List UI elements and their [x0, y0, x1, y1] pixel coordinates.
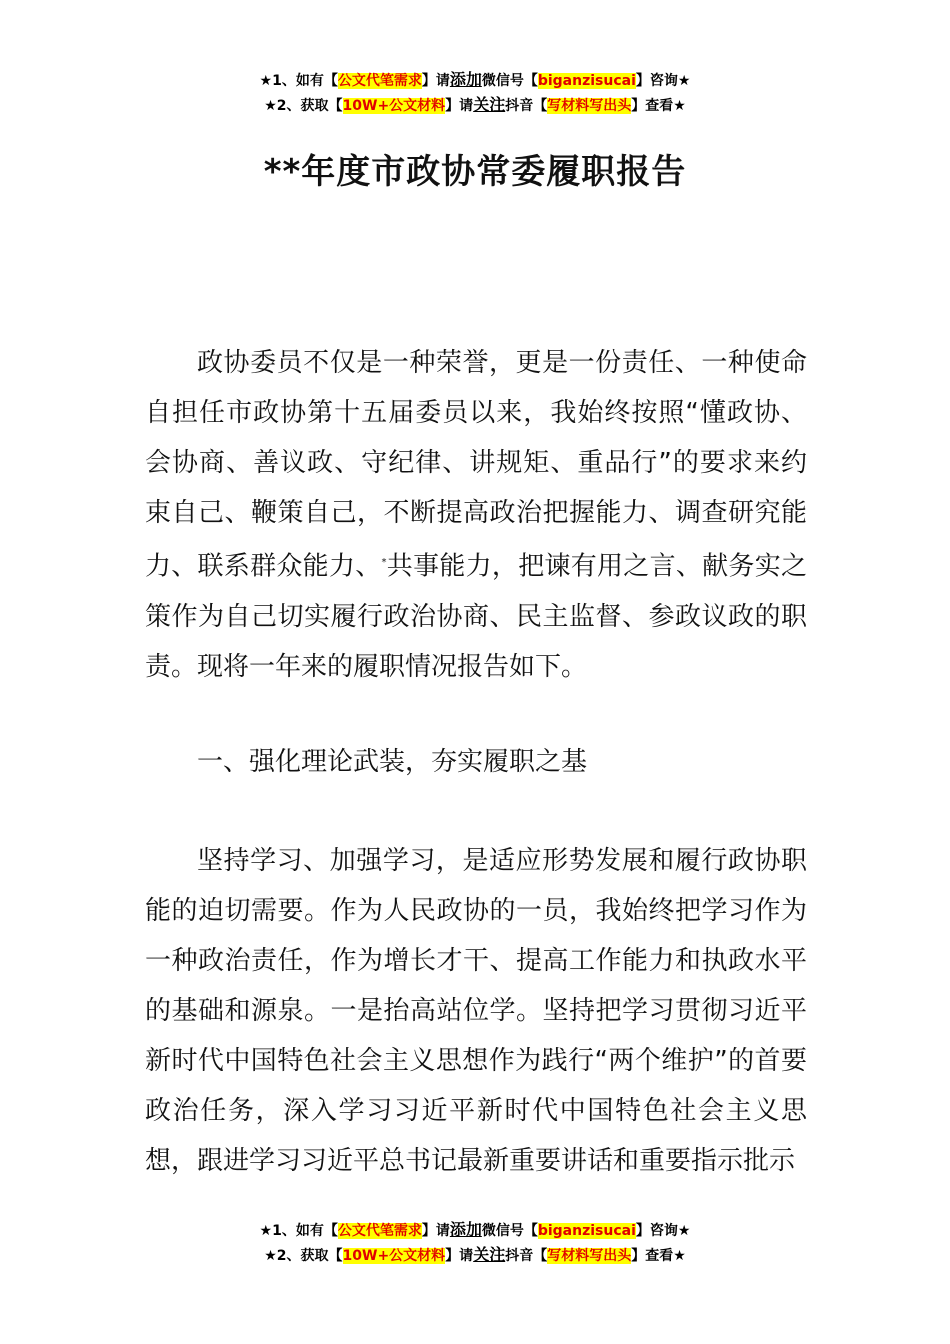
banner-text: 微信号【 — [481, 1223, 538, 1239]
banner-highlight: 公文代笔需求 — [337, 1223, 422, 1239]
banner-highlight: 10W+公文材料 — [342, 1248, 446, 1264]
banner-underline: 关注 — [473, 95, 506, 114]
document-title: **年度市政协常委履职报告 — [263, 152, 687, 192]
banner-douyin-id: 写材料写出头 — [547, 1248, 632, 1264]
banner-text: ★2、获取【 — [264, 1248, 343, 1264]
banner-text: 】咨询★ — [635, 73, 691, 89]
banner-text: 】查看★ — [631, 1248, 686, 1264]
banner-text: ★1、如有【 — [259, 1223, 338, 1239]
paragraph-text: 共事能力，把谏有用之言、献务实之策作为自己切实履行政治协商、民主监督、参政议政的职责。现将一年来的履职情况报告如下。 — [145, 551, 807, 682]
banner-text: 抖音【 — [505, 1248, 548, 1264]
banner-highlight: 公文代笔需求 — [337, 73, 422, 89]
banner-text: 抖音【 — [505, 98, 548, 114]
paragraph-text: 政协委员不仅是一种荣誉，更是一份责任、一种使命自担任市政协第十五届委员以来，我始终按照“懂政协、会协商、善议政、守纪律、讲规矩、重品行”的要求来约束自己、鞭策自己，不断提高政治把握能力、调查研究能力、联系群众能力、 — [145, 348, 807, 582]
section-heading-1: 一、强化理论武装，夯实履职之基 — [197, 747, 588, 777]
banner-underline: 添加 — [449, 1220, 482, 1239]
banner-highlight: 10W+公文材料 — [342, 98, 446, 114]
banner-douyin-id: 写材料写出头 — [547, 98, 632, 114]
banner-wechat-id: biganzisucai — [537, 73, 636, 89]
banner-text: ★2、获取【 — [264, 98, 343, 114]
banner-text: 】咨询★ — [635, 1223, 691, 1239]
paragraph-intro — [145, 338, 807, 692]
banner-line-2 — [0, 93, 950, 118]
asterisk-mark: * — [381, 557, 387, 568]
banner-underline: 添加 — [449, 70, 482, 89]
banner-text: 】请 — [445, 1248, 474, 1264]
banner-wechat-id: biganzisucai — [537, 1223, 636, 1239]
banner-text: 】查看★ — [631, 98, 686, 114]
banner-text: 微信号【 — [481, 73, 538, 89]
banner-underline: 关注 — [473, 1245, 506, 1264]
footer-banner — [0, 1218, 950, 1268]
banner-text: 】请 — [421, 73, 450, 89]
banner-text: 】请 — [445, 98, 474, 114]
paragraph-study: 坚持学习、加强学习，是适应形势发展和履行政协职能的迫切需要。作为人民政协的一员，我始终把学习作为一种政治责任，作为增长才干、提高工作能力和执政水平的基础和源泉。一是抬高站位学。坚持把学习贯彻习近平新时代中国特色社会主义思想作为践行“两个维护”的首要政治任务，深入学习习近平新时代中国特色社会主义思想，跟进学习习近平总书记最新重要讲话和重要指示批示 — [145, 846, 807, 1176]
banner-text: 】请 — [421, 1223, 450, 1239]
banner-line-2 — [0, 1243, 950, 1268]
header-banner — [0, 68, 950, 118]
banner-line-1 — [0, 68, 950, 93]
banner-text: ★1、如有【 — [259, 73, 338, 89]
banner-line-1 — [0, 1218, 950, 1243]
